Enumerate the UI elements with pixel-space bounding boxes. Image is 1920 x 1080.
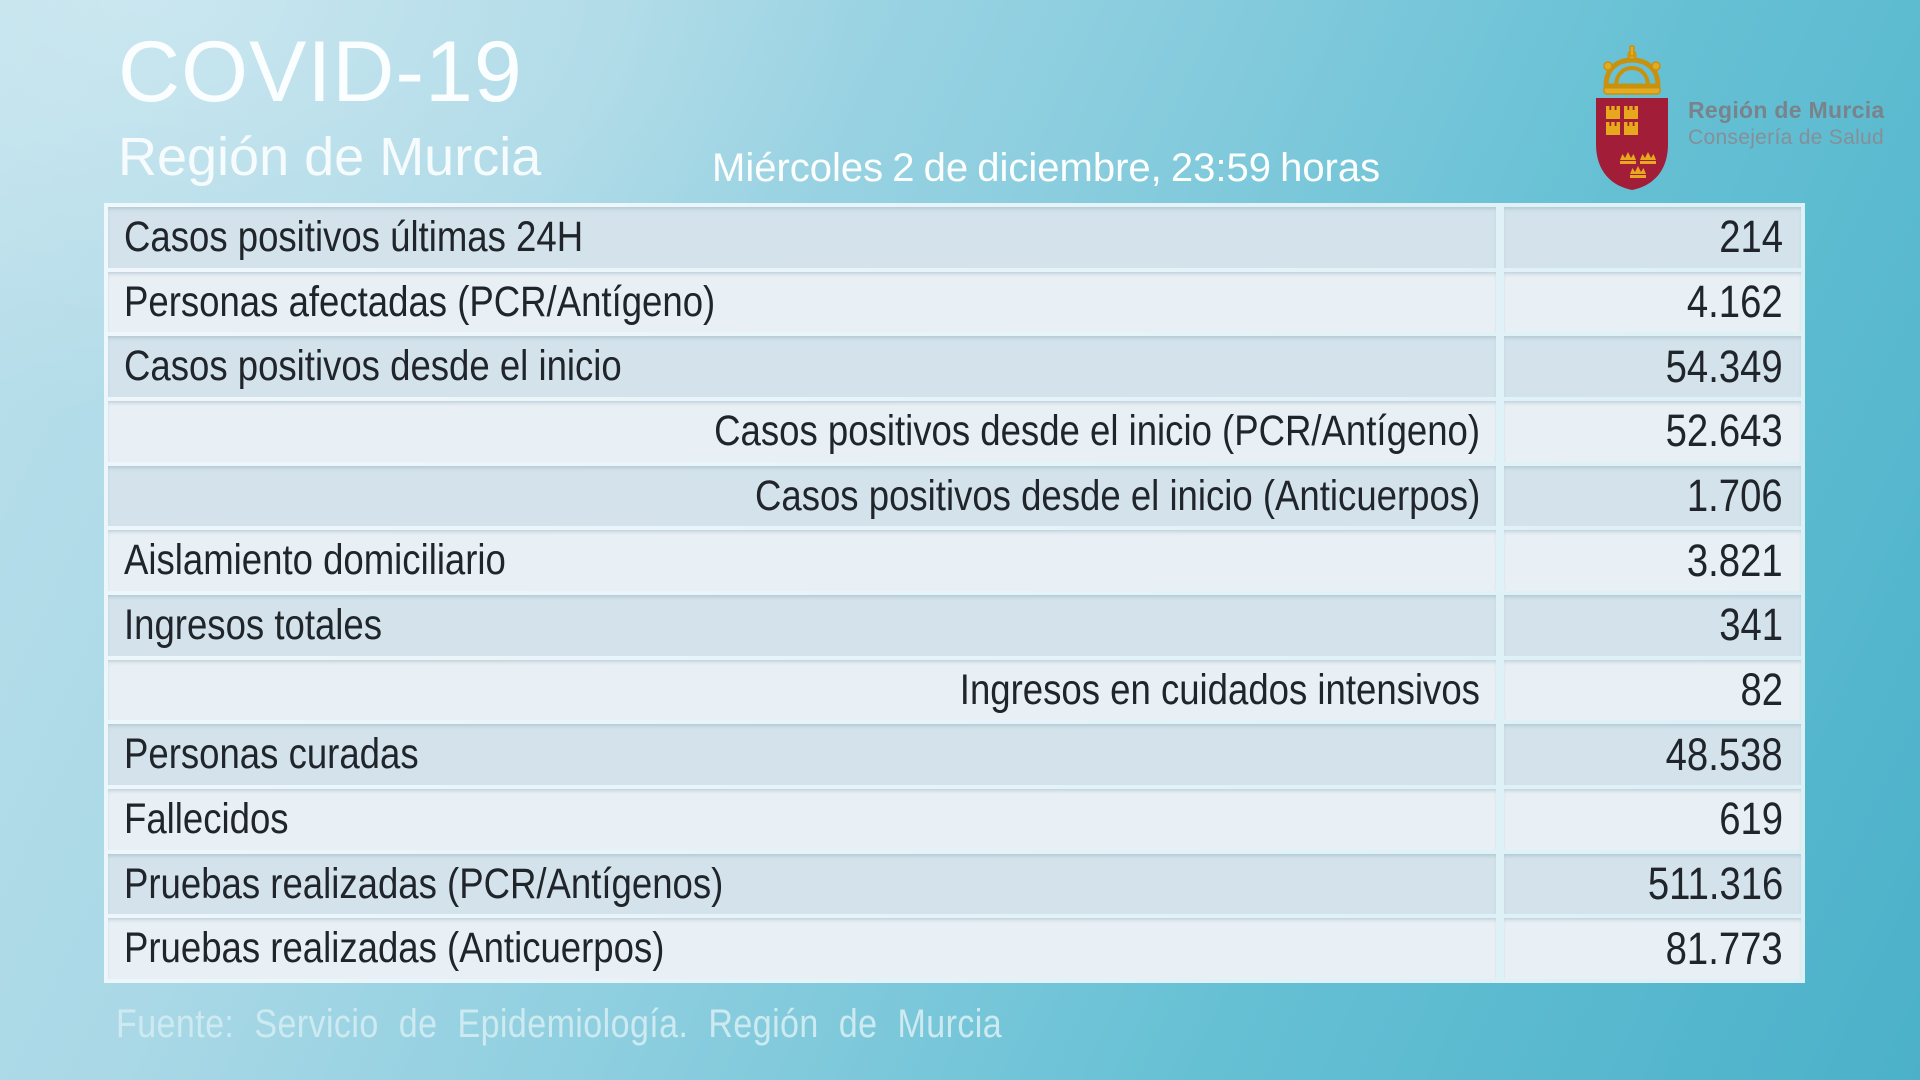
row-label-text: Casos positivos desde el inicio bbox=[124, 342, 622, 391]
row-value bbox=[1504, 724, 1801, 785]
row-label-text: Casos positivos desde el inicio (PCR/Antígeno) bbox=[714, 406, 1480, 455]
row-label-text: Ingresos en cuidados intensivos bbox=[959, 665, 1480, 714]
page-subtitle: Región de Murcia bbox=[118, 127, 542, 187]
row-value bbox=[1504, 789, 1801, 850]
table-row bbox=[108, 660, 1801, 721]
logo-text-block bbox=[1688, 98, 1885, 149]
row-value-text: 81.773 bbox=[1666, 922, 1783, 974]
report-datetime: Miércoles 2 de diciembre, 23:59 horas bbox=[712, 146, 1381, 190]
table-row bbox=[108, 272, 1801, 333]
murcia-coat-of-arms-icon bbox=[1592, 44, 1672, 194]
row-value-text: 1.706 bbox=[1687, 470, 1783, 522]
logo-org-department: Consejería de Salud bbox=[1688, 126, 1884, 150]
covid-stats-table bbox=[104, 203, 1805, 983]
row-label-text: Aislamiento domiciliario bbox=[124, 536, 506, 585]
row-label-text: Personas afectadas (PCR/Antígeno) bbox=[124, 277, 716, 326]
table-row bbox=[108, 207, 1801, 268]
row-label bbox=[108, 724, 1496, 785]
source-attribution bbox=[116, 1002, 1158, 1047]
row-label bbox=[108, 466, 1496, 527]
row-value-text: 619 bbox=[1719, 793, 1783, 845]
row-value-text: 3.821 bbox=[1687, 534, 1783, 586]
row-label bbox=[108, 789, 1496, 850]
table-row bbox=[108, 918, 1801, 979]
row-label bbox=[108, 207, 1496, 268]
row-value bbox=[1504, 207, 1801, 268]
page-title: COVID-19 bbox=[118, 24, 523, 120]
row-label bbox=[108, 336, 1496, 397]
row-value bbox=[1504, 660, 1801, 721]
row-value bbox=[1504, 272, 1801, 333]
table-row bbox=[108, 854, 1801, 915]
row-value bbox=[1504, 336, 1801, 397]
row-label bbox=[108, 854, 1496, 915]
table-row bbox=[108, 789, 1801, 850]
table-row bbox=[108, 530, 1801, 591]
row-label-text: Pruebas realizadas (Anticuerpos) bbox=[124, 924, 665, 973]
row-value bbox=[1504, 401, 1801, 462]
logo-org-name: Región de Murcia bbox=[1688, 97, 1885, 123]
row-value-text: 4.162 bbox=[1687, 276, 1783, 327]
row-label-text: Fallecidos bbox=[124, 794, 289, 843]
row-value bbox=[1504, 466, 1801, 527]
row-label bbox=[108, 530, 1496, 591]
row-label-text: Ingresos totales bbox=[124, 600, 383, 649]
source-text: Fuente: Servicio de Epidemiología. Región de Murcia bbox=[116, 1002, 1003, 1046]
row-label bbox=[108, 918, 1496, 979]
row-label-text: Casos positivos desde el inicio (Anticuerpos) bbox=[754, 471, 1480, 520]
table-row bbox=[108, 401, 1801, 462]
table-row bbox=[108, 595, 1801, 656]
row-value-text: 341 bbox=[1719, 599, 1783, 651]
row-label-text: Casos positivos últimas 24H bbox=[124, 212, 584, 261]
table-row bbox=[108, 336, 1801, 397]
row-value-text: 54.349 bbox=[1666, 340, 1783, 392]
row-label-text: Personas curadas bbox=[124, 730, 419, 779]
row-value-text: 82 bbox=[1740, 664, 1783, 716]
row-value bbox=[1504, 854, 1801, 915]
row-value-text: 48.538 bbox=[1666, 728, 1783, 780]
table-row bbox=[108, 466, 1801, 527]
row-value bbox=[1504, 595, 1801, 656]
row-value-text: 214 bbox=[1719, 211, 1783, 263]
row-value-text: 52.643 bbox=[1666, 405, 1783, 457]
row-label bbox=[108, 660, 1496, 721]
row-label bbox=[108, 401, 1496, 462]
row-value bbox=[1504, 530, 1801, 591]
row-value-text: 511.316 bbox=[1647, 858, 1783, 910]
row-label bbox=[108, 272, 1496, 333]
row-label bbox=[108, 595, 1496, 656]
table-row bbox=[108, 724, 1801, 785]
row-value bbox=[1504, 918, 1801, 979]
row-label-text: Pruebas realizadas (PCR/Antígenos) bbox=[124, 859, 724, 908]
